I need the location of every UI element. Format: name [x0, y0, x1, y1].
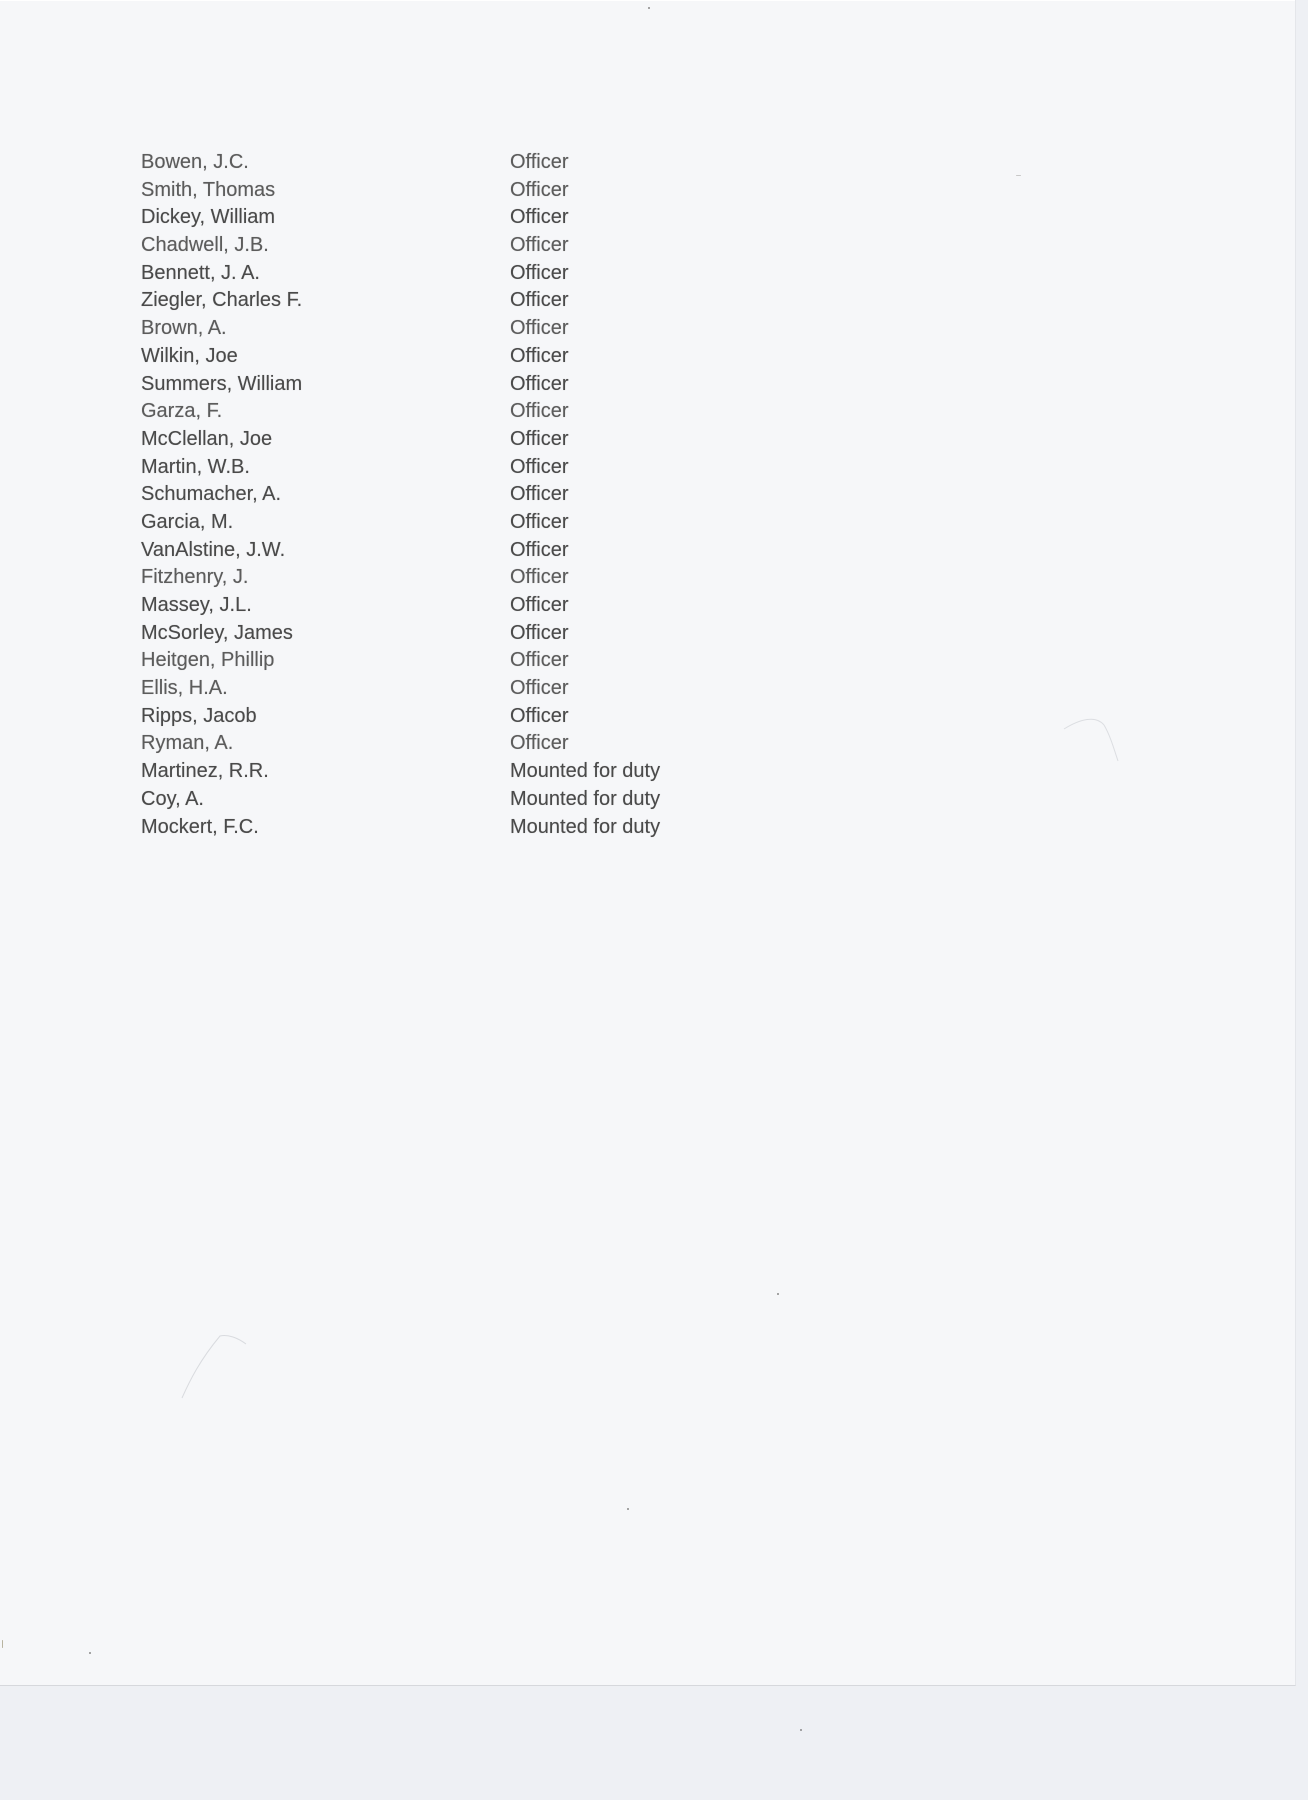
roster-row — [141, 398, 741, 426]
paper-speck — [777, 1293, 779, 1295]
officer-status: Officer — [510, 234, 569, 257]
officer-name: Garza, F. — [141, 400, 223, 423]
officer-status: Mounted for duty — [510, 760, 661, 783]
roster-row — [141, 647, 741, 675]
roster-row — [141, 620, 741, 648]
officer-status: Officer — [510, 566, 569, 589]
officer-status: Officer — [510, 344, 569, 367]
officer-name: Ellis, H.A. — [141, 677, 228, 700]
officer-name: VanAlstine, J.W. — [141, 538, 286, 561]
paper-speck — [2, 1640, 3, 1648]
officer-name: Heitgen, Phillip — [141, 649, 275, 672]
roster-row — [141, 564, 741, 592]
officer-status: Officer — [510, 206, 569, 229]
officer-name: Coy, A. — [141, 787, 204, 810]
officer-name: McClellan, Joe — [141, 427, 273, 450]
officer-status: Mounted for duty — [510, 815, 661, 838]
officer-name: Garcia, M. — [141, 510, 234, 533]
officer-status: Officer — [510, 261, 569, 284]
officer-name: Ryman, A. — [141, 732, 234, 755]
officer-status: Officer — [510, 621, 569, 644]
officer-status: Officer — [510, 510, 569, 533]
officer-status: Mounted for duty — [510, 787, 661, 810]
roster-row — [141, 371, 741, 399]
officer-name: McSorley, James — [141, 621, 293, 644]
officer-status: Officer — [510, 732, 569, 755]
officer-status: Officer — [510, 649, 569, 672]
roster-row — [141, 287, 741, 315]
officer-name: Bennett, J. A. — [141, 261, 260, 284]
roster-row — [141, 703, 741, 731]
officer-name: Ripps, Jacob — [141, 704, 257, 727]
roster-row — [141, 260, 741, 288]
roster-row — [141, 675, 741, 703]
officer-name: Martinez, R.R. — [141, 760, 269, 783]
officer-name: Martin, W.B. — [141, 455, 250, 478]
officer-status: Officer — [510, 178, 569, 201]
roster-row — [141, 537, 741, 565]
paper-speck — [800, 1729, 802, 1731]
paper-speck — [1016, 175, 1021, 176]
officer-status: Officer — [510, 483, 569, 506]
officer-name: Fitzhenry, J. — [141, 566, 249, 589]
officer-name: Ziegler, Charles F. — [141, 289, 303, 312]
roster-row — [141, 315, 741, 343]
officer-status: Officer — [510, 372, 569, 395]
roster-row — [141, 343, 741, 371]
roster-row — [141, 481, 741, 509]
paper-speck — [627, 1508, 629, 1510]
officer-name: Smith, Thomas — [141, 178, 276, 201]
paper-crease-mark — [180, 1330, 250, 1400]
roster-row — [141, 204, 741, 232]
officer-name: Bowen, J.C. — [141, 151, 249, 173]
officer-status: Officer — [510, 317, 569, 340]
officer-name: Summers, William — [141, 372, 303, 395]
roster-row — [141, 592, 741, 620]
officer-name: Dickey, William — [141, 206, 276, 229]
officer-name: Schumacher, A. — [141, 483, 282, 506]
officer-name: Wilkin, Joe — [141, 344, 238, 367]
officer-name: Brown, A. — [141, 317, 227, 340]
officer-status: Officer — [510, 151, 569, 173]
roster-row — [141, 149, 741, 177]
officer-status: Officer — [510, 704, 569, 727]
officer-status: Officer — [510, 677, 569, 700]
paper-speck — [648, 7, 650, 9]
roster-row — [141, 232, 741, 260]
roster-row — [141, 814, 741, 842]
officer-name: Mockert, F.C. — [141, 815, 259, 838]
roster-row — [141, 730, 741, 758]
officer-status: Officer — [510, 538, 569, 561]
officer-status: Officer — [510, 455, 569, 478]
paper-speck — [89, 1652, 91, 1654]
officer-status: Officer — [510, 289, 569, 312]
paper-crease-mark — [1060, 715, 1120, 765]
roster-row — [141, 177, 741, 205]
roster-row — [141, 426, 741, 454]
roster-row — [141, 454, 741, 482]
roster-list — [141, 149, 741, 841]
roster-row — [141, 786, 741, 814]
officer-name: Massey, J.L. — [141, 594, 252, 616]
officer-name: Chadwell, J.B. — [141, 234, 269, 257]
officer-status: Officer — [510, 400, 569, 423]
officer-status: Officer — [510, 594, 569, 616]
roster-row — [141, 758, 741, 786]
roster-row — [141, 509, 741, 537]
officer-status: Officer — [510, 427, 569, 450]
